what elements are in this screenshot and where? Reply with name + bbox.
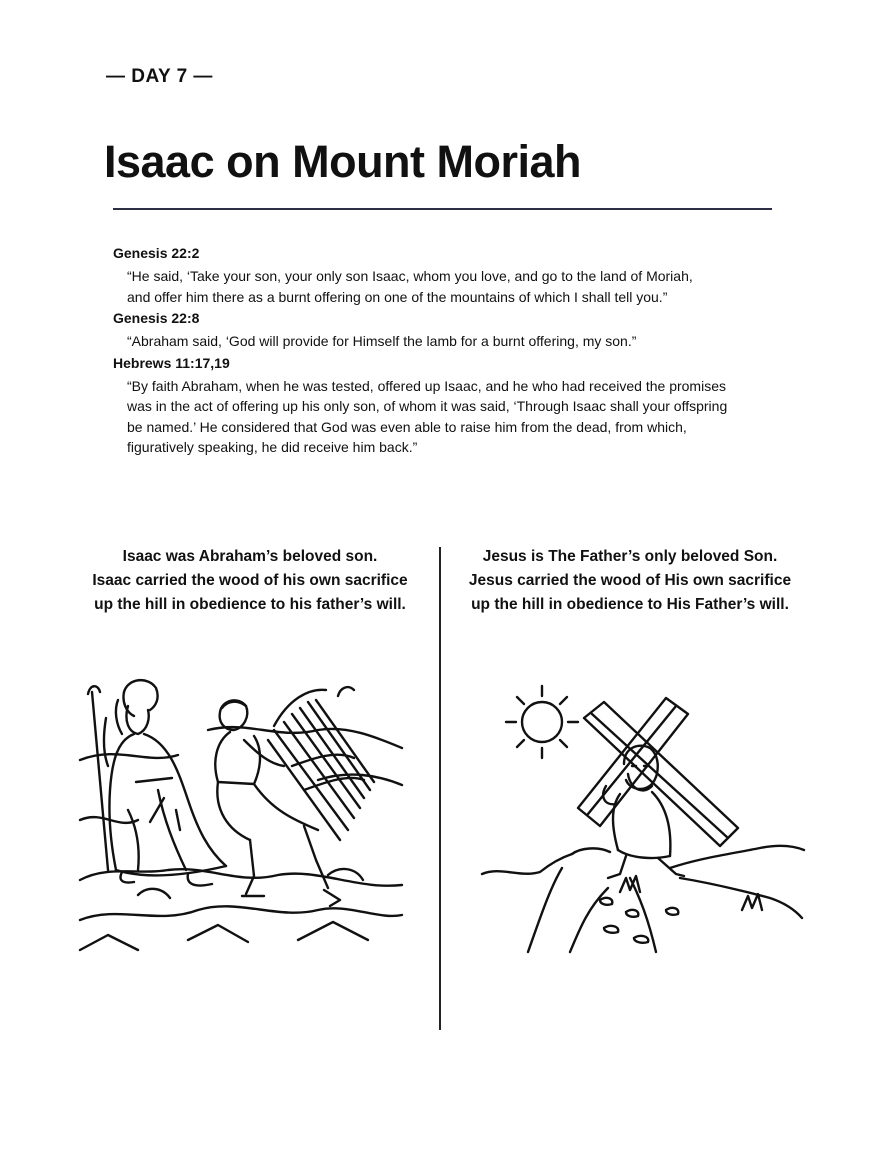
verse-reference: Genesis 22:2: [113, 245, 200, 261]
verse-block: [113, 244, 793, 307]
right-panel-caption: Jesus is The Father’s only beloved Son. Jesus carried the wood of His own sacrifice up the hill in obedience to His Father’s will.: [468, 548, 792, 613]
page-title: Isaac on Mount Moriah: [104, 136, 582, 187]
verse-text: “Abraham said, ‘God will provide for Himself the lamb for a burnt offering, my son.”: [127, 333, 637, 349]
verse-text: “By faith Abraham, when he was tested, offered up Isaac, and he who had received the promises was in the act of offering up his only son, of whom it was said, ‘Through Isaac shall your offspring be named.’ He considered that God was even able to raise him from the dead, from which, figuratively speaking, he did receive him back.”: [127, 377, 728, 455]
title-divider: [113, 208, 772, 210]
verse-block: [113, 354, 793, 458]
sun-icon: [522, 702, 562, 742]
panel-divider: [439, 547, 441, 1030]
jesus-cross-illustration: [480, 678, 806, 958]
verse-block: [113, 309, 793, 352]
left-panel-caption: Isaac was Abraham’s beloved son. Isaac carried the wood of his own sacrifice up the hill in obedience to his father’s will.: [92, 548, 408, 613]
verse-list: [113, 244, 793, 460]
verse-reference: Genesis 22:8: [113, 310, 200, 326]
verse-text: “He said, ‘Take your son, your only son Isaac, whom you love, and go to the land of Moriah, and offer him there as a burnt offering on one of the mountains of which I shall tell you.”: [127, 268, 693, 305]
day-label: — DAY 7 —: [106, 66, 213, 87]
abraham-isaac-illustration: [78, 670, 404, 955]
verse-reference: Hebrews 11:17,19: [113, 354, 230, 371]
